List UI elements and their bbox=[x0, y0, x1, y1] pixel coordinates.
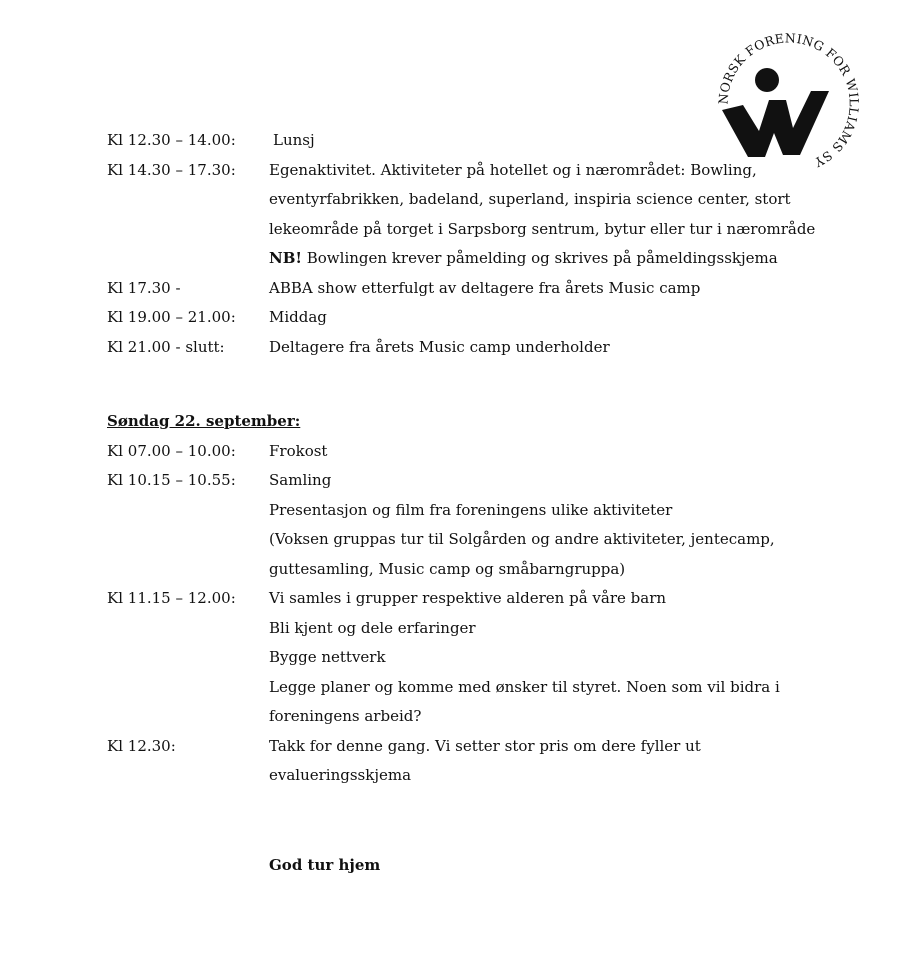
saturday-schedule bbox=[107, 126, 816, 362]
sunday-schedule bbox=[107, 407, 807, 791]
program-document bbox=[107, 126, 816, 880]
activity-text: Legge planer og komme med ønsker til styret. Noen som vil bidra i bbox=[269, 677, 780, 696]
activity-text: evalueringsskjema bbox=[269, 766, 412, 784]
activity-text: ABBA show etterfulgt av deltagere fra årets Music camp bbox=[269, 278, 701, 297]
activity-text: (Voksen gruppas tur til Solgården og andre aktiviteter, jentecamp, bbox=[269, 530, 775, 548]
time-label: Kl 11.15 – 12.00: bbox=[107, 589, 236, 607]
schedule-row bbox=[107, 584, 807, 732]
schedule-row bbox=[107, 126, 807, 156]
time-label: Kl 21.00 - slutt: bbox=[107, 337, 225, 356]
note-label: NB! bbox=[269, 249, 302, 267]
schedule-row bbox=[107, 156, 816, 274]
activity-text: Samling bbox=[269, 471, 332, 489]
time-label: Kl 10.15 – 10.55: bbox=[107, 471, 236, 489]
activity-text: foreningens arbeid? bbox=[269, 707, 422, 725]
schedule-row bbox=[107, 333, 807, 363]
schedule-row bbox=[107, 437, 807, 467]
time-label: Kl 19.00 – 21.00: bbox=[107, 308, 236, 326]
activity-text: Vi samles i grupper respektive alderen på våre barn bbox=[269, 589, 667, 607]
activity-text: guttesamling, Music camp og småbarngruppa) bbox=[269, 559, 626, 578]
closing-text: God tur hjem bbox=[269, 855, 381, 874]
activity-text: Takk for denne gang. Vi setter stor pris om dere fyller ut bbox=[269, 736, 701, 755]
activity-text: Egenaktivitet. Aktiviteter på hotellet og i nærområdet: Bowling, bbox=[269, 160, 757, 179]
schedule-row bbox=[107, 303, 807, 333]
activity-text: Deltagere fra årets Music camp underholder bbox=[269, 337, 610, 356]
day-heading: Søndag 22. september: bbox=[107, 412, 301, 430]
time-label: Kl 07.00 – 10.00: bbox=[107, 441, 236, 460]
time-label: Kl 14.30 – 17.30: bbox=[107, 160, 236, 179]
activity-text: Lunsj bbox=[273, 131, 315, 149]
schedule-row bbox=[107, 732, 807, 791]
schedule-row bbox=[107, 274, 807, 304]
schedule-row bbox=[107, 466, 807, 584]
time-label: Kl 12.30: bbox=[107, 736, 176, 755]
activity-text: eventyrfabrikken, badeland, superland, inspiria science center, stort bbox=[269, 190, 791, 208]
logo-circular-text: NORSK FORENING FOR WILLIAMS SY bbox=[715, 30, 862, 171]
activity-text: lekeområde på torget i Sarpsborg sentrum, bytur eller tur i nærområde bbox=[269, 219, 816, 238]
activity-text: Bygge nettverk bbox=[269, 648, 386, 666]
bowling-note bbox=[269, 244, 815, 274]
note-text: Bowlingen krever påmelding og skrives på påmeldingsskjema bbox=[301, 249, 778, 267]
activity-text: Presentasjon og film fra foreningens ulike aktiviteter bbox=[269, 500, 673, 519]
logo-head-dot bbox=[755, 68, 779, 92]
time-label: Kl 12.30 – 14.00: bbox=[107, 131, 236, 149]
activity-text: Frokost bbox=[269, 441, 328, 460]
activity-text: Bli kjent og dele erfaringer bbox=[269, 618, 476, 637]
activity-text: Middag bbox=[269, 308, 327, 326]
time-label: Kl 17.30 - bbox=[107, 278, 181, 297]
